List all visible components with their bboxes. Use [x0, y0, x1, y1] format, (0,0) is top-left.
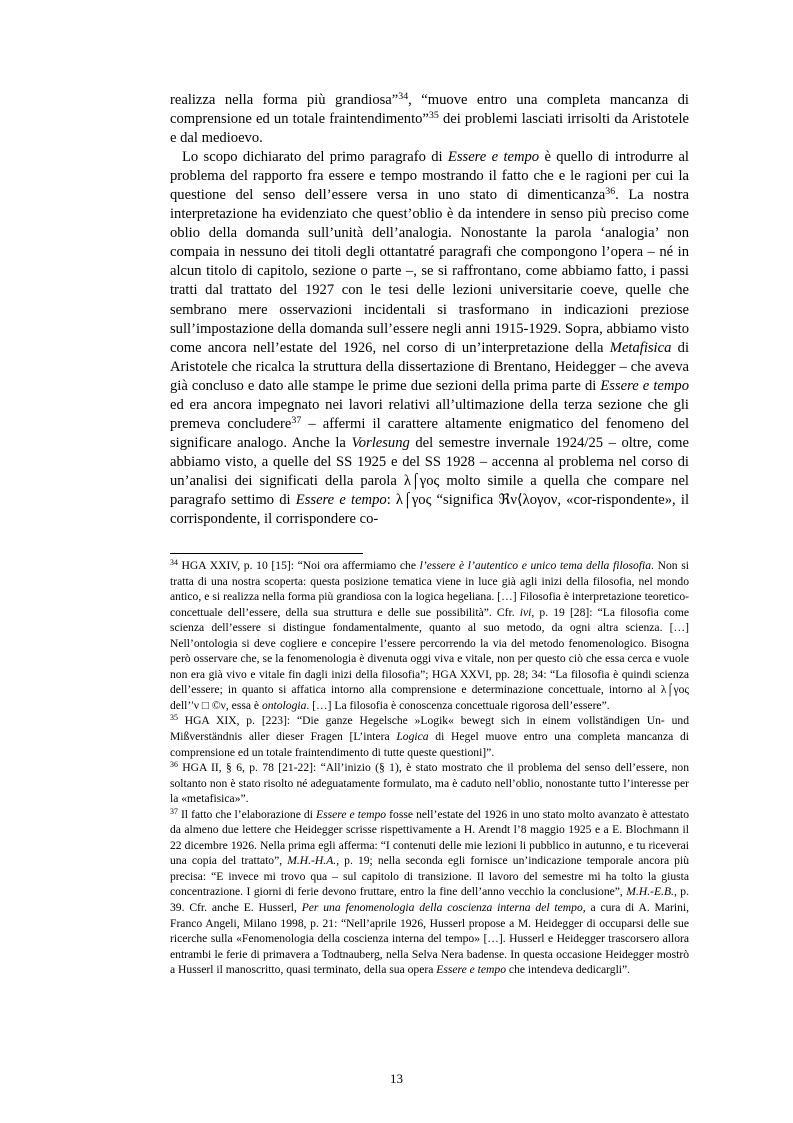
footnote-35: $^{35}$ HGA XIX, p. [223]: “Die ganze Hegelsche »Logik« bewegt sich in einem vollständigen Un- und Mißverständnis aller dieser Fragen [L’intera Logica di Hegel muove entro una completa mancanza di comprensione ed un totale fraintendimento di tutte queste questioni]”.: [170, 713, 689, 759]
book-title: Vorlesung: [351, 434, 410, 451]
footnote-number: 37: [170, 806, 178, 816]
footnote-number: 34: [170, 558, 178, 568]
book-title: Essere e tempo: [295, 491, 387, 508]
footnote-36: $^{36}$ HGA II, § 6, p. 78 [21-22]: “All’inizio (§ 1), è stato mostrato che il problema del senso dell’essere, non soltanto non è stato risolto né adeguatamente formulato, ma è caduto nell’oblio, nonostante tutto l’interesse per la «metafisica»”.: [170, 760, 689, 806]
body-paragraph-2: Lo scopo dichiarato del primo paragrafo di Essere e tempo è quello di introdurre al problema del rapporto fra essere e tempo mostrando il fatto che e le ragioni per cui la questione del senso dell’essere versa in uno stato di dimenticanza$^{36}$. La nostra interpretazione ha evidenziato che quest’oblio è da intendere in senso più preciso come oblio della domanda sull’unità dell’analogia. Nonostante la parola ‘analogia’ non compaia in nessuno dei titoli degli ottantatré paragrafi che compongono l’opera – né in alcun titolo di capitolo, sezione o parte –, se si raffrontano, come abbiamo fatto, i passi tratti dal trattato del 1927 con le tesi delle lezioni universitarie coeve, quelle che sembrano mere osservazioni incidentali si trasformano in indicazioni preziose sull’impostazione della domanda sull’essere negli anni 1915-1929. Sopra, abbiamo visto come ancora nell’estate del 1926, nel corso di un’interpretazione della Metafisica di Aristotele che ricalca la struttura della dissertazione di Brentano, Heidegger – che aveva già concluso e dato alle stampe le prime due sezioni della prima parte di Essere e tempo ed era ancora impegnato nei lavori relativi all’ultimazione della terza sezione che gli premeva concludere$^{37}$ – affermi il carattere altamente enigmatico del fenomeno del significare analogo. Anche la Vorlesung del semestre invernale 1924/25 – oltre, come abbiamo visto, a quelle del SS 1925 e del SS 1928 – accenna al problema nel corso di un’analisi dei significati della parola λ⌠γος molto simile a quella che compare nel paragrafo settimo di Essere e tempo: λ⌠γος “significa ℜν⟨λογον, «cor-rispondente», il corrispondente, il corrispondere co-: [170, 149, 690, 528]
footnote-34: $^{34}$ HGA XXIV, p. 10 [15]: “Noi ora affermiamo che l’essere è l’autentico e unico tema della filosofia. Non si tratta di una nostra scoperta: questa posizione tematica viene in luce già agli inizi della filosofia, nel mondo antico, e si realizza nella forma più grandiosa con la logica hegeliana. […] Filosofia è interpretazione teoretico-concettuale dell’essere, della sua struttura e delle sue possibilità”. Cfr. ivi, p. 19 [28]: “La filosofia come scienza dell’essere si distingue fondamentalmente, quanto al suo metodo, da ogni altra scienza. […] Nell’ontologia si deve cogliere e concepire l’essere percorrendo la via del metodo fenomenologico. Bisogna però osservare che, se la fenomenologia è divenuta oggi viva e vitale, non per questo ciò che essa cerca e vuole non era già vivo e vitale fin dagli inizi della filosofia”; HGA XXVI, pp. 28; 34: “La filosofia è quindi scienza dell’essere; in quanto si affatica intorno alla comprensione e determinazione concettuale, intorno al λ⌠γος dell’′ν □ ©ν, essa è ontologia. […] La filosofia è conoscenza concettuale rigorosa dell’essere”.: [170, 558, 690, 712]
book-title: Metafisica: [609, 339, 672, 356]
footnote-ref-34[interactable]: 34: [398, 91, 409, 103]
main-text: [170, 91, 689, 529]
footnote-ref-35[interactable]: 35: [428, 110, 439, 122]
page-number: 13: [390, 1071, 403, 1086]
footnote-separator: [170, 553, 363, 554]
footnotes: [170, 558, 689, 978]
footnote-number: 35: [170, 713, 178, 723]
footnote-ref-37[interactable]: 37: [291, 414, 302, 426]
book-title: Essere e tempo: [600, 377, 689, 394]
footnote-37: $^{37}$ Il fatto che l’elaborazione di Essere e tempo fosse nell’estate del 1926 in uno stato molto avanzato è attestato da almeno due lettere che Heidegger scrisse rispettivamente a H. Arendt l’8 maggio 1925 e a E. Blochmann il 22 dicembre 1926. Nella prima egli afferma: “I contenuti delle mie lezioni li pubblico in autunno, e tu riceverai una copia del trattato”, M.H.-H.A., p. 19; nella seconda egli fornisce un’indicazione temporale ancora più precisa: “E invece mi trovo qua – sul capitolo di transizione. Il lavoro del semestre mi ha tolto la giusta concentrazione. I giorni di ferie devono fruttare, entro la fine dell’anno vecchio la conclusione”, M.H.-E.B., p. 39. Cfr. anche E. Husserl, Per una fenomenologia della coscienza interna del tempo, a cura di A. Marini, Franco Angeli, Milano 1998, p. 21: “Nell’aprile 1926, Husserl propose a M. Heidegger di occuparsi delle sue ricerche sulla «Fenomenologia della coscienza interna del tempo» […]. Husserl e Heidegger trascorsero allora entrambi le ferie di primavera a Todtnauberg, nella Selva Nera badense. In questa occasione Heidegger mostrò a Husserl il manoscritto, quasi terminato, della sua opera Essere e tempo che intendeva dedicargli”.: [170, 806, 689, 977]
book-title: Essere e tempo: [447, 149, 540, 166]
body-paragraph-1: realizza nella forma più grandiosa”$^{34}$, “muove entro una completa mancanza di comprensione ed un totale fraintendimento”$^{35}$ dei problemi lasciati irrisolti da Aristotele e dal medioevo.: [170, 91, 689, 147]
footnote-ref-36[interactable]: 36: [605, 186, 616, 198]
footnote-number: 36: [170, 760, 178, 770]
